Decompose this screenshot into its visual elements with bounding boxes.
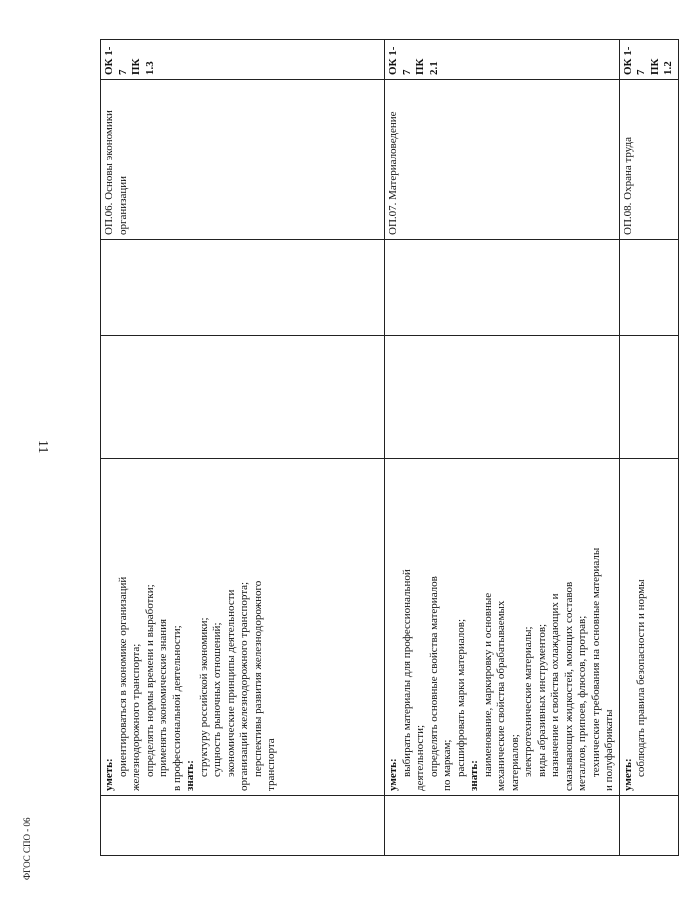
requirement-line: сущность рыночных отношений;	[211, 622, 223, 777]
requirement-line: определять основные свойства материалов	[427, 576, 440, 777]
requirement-line: в профессиональной деятельности;	[170, 625, 183, 791]
requirements-cell	[619, 459, 678, 796]
requirements-cell	[101, 459, 385, 796]
competencies-cell	[619, 40, 678, 80]
requirement-line: назначение и свойства охлаждающих и	[549, 593, 561, 777]
hours-cell	[385, 336, 620, 459]
empty-cell	[619, 796, 678, 856]
hours-cell	[101, 240, 385, 336]
requirement-line: технические требования на основные материалы	[589, 547, 602, 777]
requirement-line: деятельности;	[414, 724, 426, 791]
empty-cell	[385, 796, 620, 856]
discipline-cell: ОП.07. Материаловедение	[385, 80, 620, 240]
empty-cell	[101, 796, 385, 856]
requirement-line: расшифровать марки материалов;	[454, 619, 467, 777]
table-row	[385, 40, 620, 856]
requirement-line: перспективы развития железнодорожного	[251, 580, 264, 777]
requirement-line: уметь:	[103, 758, 115, 791]
requirement-line: механические свойства обрабатываемых	[495, 600, 507, 791]
requirement-line: виды абразивных инструментов;	[535, 623, 548, 777]
competency-code: ОК 1-7	[387, 46, 413, 75]
footer-text: ФГОС СПО - 06	[22, 817, 32, 880]
table-row	[619, 40, 678, 856]
requirement-line: железнодорожного транспорта;	[130, 643, 142, 791]
requirement-line: уметь:	[387, 758, 399, 791]
requirement-line: металлов, припоев, флюсов, протрав;	[576, 615, 588, 791]
discipline-cell: ОП.08. Охрана труда	[619, 80, 678, 240]
hours-cell	[619, 240, 678, 336]
competency-code: ПК 2.1	[414, 58, 440, 75]
requirement-line: организаций железнодорожного транспорта;	[238, 581, 250, 791]
requirement-line: экономические принципы деятельности	[224, 589, 237, 777]
competencies-cell	[101, 40, 385, 80]
requirement-line: ориентироваться в экономике организаций	[116, 576, 129, 777]
requirement-line: смазывающих жидкостей, моющих составов	[562, 581, 575, 791]
hours-cell	[385, 240, 620, 336]
requirement-line: знать:	[184, 760, 196, 791]
requirement-line: и полуфабрикаты	[603, 709, 615, 791]
competency-table	[100, 39, 679, 856]
requirement-line: материалов;	[508, 734, 521, 791]
rotated-table-wrapper	[100, 40, 674, 856]
competency-code: ОК 1-7	[103, 46, 129, 75]
requirement-line: определять нормы времени и выработки;	[143, 584, 156, 777]
hours-cell	[619, 336, 678, 459]
discipline-cell: ОП.06. Основы экономики организации	[101, 80, 385, 240]
requirement-line: электротехнические материалы;	[522, 626, 534, 777]
competency-code: ПК 1.2	[648, 58, 674, 75]
requirements-cell	[385, 459, 620, 796]
page-number: 11	[35, 440, 50, 454]
competency-code: ОК 1-7	[621, 46, 647, 75]
requirement-line: структуру российской экономики;	[197, 617, 210, 777]
requirement-line: по маркам;	[441, 739, 453, 791]
requirement-line: применять экономические знания	[157, 618, 169, 777]
competency-code: ПК 1.3	[130, 58, 156, 75]
requirement-line: уметь:	[621, 758, 634, 791]
requirement-line: выбирать материалы для профессиональной	[400, 569, 413, 777]
hours-cell	[101, 336, 385, 459]
requirement-line: соблюдать правила безопасности и нормы	[635, 579, 647, 777]
requirement-line: транспорта	[265, 738, 277, 791]
requirement-line: знать:	[468, 760, 480, 791]
requirement-line: наименование, маркировку и основные	[481, 592, 494, 777]
table-row	[101, 40, 385, 856]
competencies-cell	[385, 40, 620, 80]
